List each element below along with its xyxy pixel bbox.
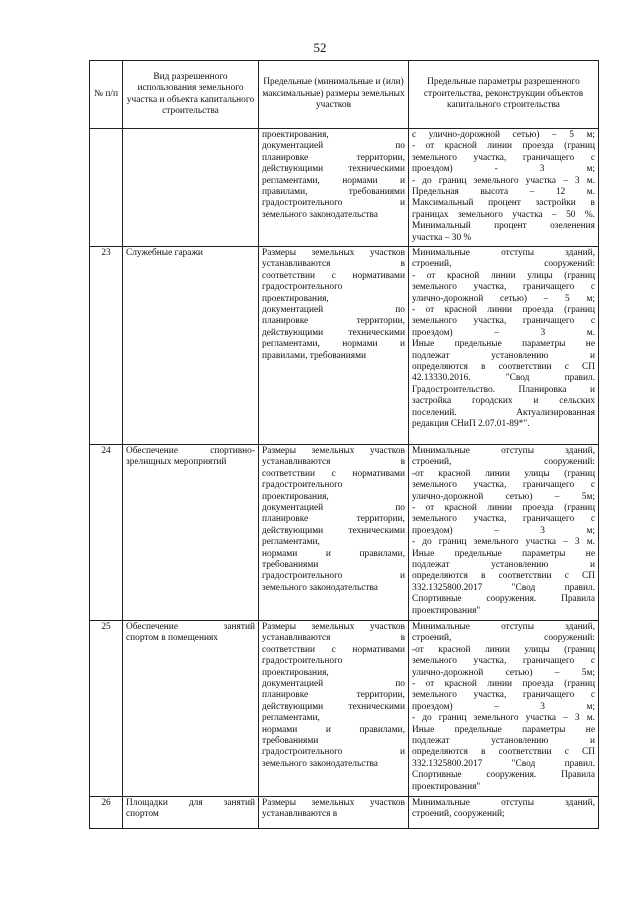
- text-line: застройка городских и сельских: [412, 396, 595, 407]
- text-line: спортом: [126, 809, 159, 820]
- text-line: регламентами,: [262, 713, 320, 724]
- table-row: [90, 797, 599, 829]
- cell-params: [409, 445, 599, 621]
- text-line: определяются в соответствии с СП: [412, 571, 595, 582]
- text-line: Спортивные сооружения. Правила: [412, 594, 595, 605]
- text-line: действующими техническими: [262, 701, 405, 712]
- text-line: Максимальный процент застройки в: [412, 198, 595, 209]
- text-line: земельного участка, граничащего с: [412, 656, 595, 667]
- text-line: - до границ земельного участка – 3 м.: [412, 713, 595, 724]
- table-row: [90, 129, 599, 247]
- text-line: Размеры земельных участков: [262, 248, 405, 258]
- text-line: проектирования,: [262, 491, 329, 502]
- text-line: проектирования": [412, 781, 481, 792]
- text-line: устанавливаются в: [262, 457, 405, 468]
- text-line: проездом) – 3 м;: [412, 525, 595, 536]
- cell-size: [259, 247, 409, 445]
- text-line: Предельная высота – 12 м.: [412, 187, 595, 198]
- text-line: строений, сооружений:: [412, 457, 595, 468]
- text-line: Иные предельные параметры не: [412, 548, 595, 559]
- text-line: устанавливаются в: [262, 809, 338, 820]
- table-row: [90, 445, 599, 621]
- text-line: поселений. Актуализированная: [412, 407, 595, 418]
- text-line: Минимальные отступы зданий,: [412, 446, 595, 456]
- text-line: с улично-дорожной сетью) – 5 м;: [412, 130, 595, 140]
- text-line: - от красной линии проезда (границ: [412, 679, 595, 690]
- text-line: градостроительного и: [262, 571, 405, 582]
- text-line: планировке территории,: [262, 690, 405, 701]
- page-number: 52: [313, 40, 327, 55]
- text-line: проездом) – 3 м;: [412, 701, 595, 712]
- text-line: 42.13330.2016. "Свод правил.: [412, 373, 595, 384]
- text-line: планировке территории,: [262, 316, 405, 327]
- cell-use: [123, 797, 259, 829]
- table-row: [90, 621, 599, 797]
- text-line: земельного участка, граничащего с: [412, 690, 595, 701]
- cell-num: 26: [90, 797, 123, 829]
- header-num: № п/п: [90, 61, 123, 129]
- cell-size: [259, 621, 409, 797]
- text-line: земельного участка, граничащего с: [412, 282, 595, 293]
- text-line: градостроительного и: [262, 198, 405, 209]
- text-line: правилами, требованиями: [262, 187, 405, 198]
- text-line: - до границ земельного участка – 3 м.: [412, 175, 595, 186]
- cell-size: [259, 797, 409, 829]
- text-line: подлежат установлению и: [412, 736, 595, 747]
- text-line: строений, сооружений;: [412, 809, 505, 820]
- text-line: нормами и правилами,: [262, 548, 405, 559]
- text-line: земельного законодательства: [262, 582, 378, 593]
- text-line: Служебные гаражи: [126, 248, 203, 258]
- text-line: 332.1325800.2017 "Свод правил.: [412, 758, 595, 769]
- cell-num: 25: [90, 621, 123, 797]
- text-line: Минимальный процент озеленения: [412, 221, 595, 232]
- text-line: Градостроительство. Планировка и: [412, 384, 595, 395]
- text-line: документацией по: [262, 141, 405, 152]
- text-line: определяются в соответствии с СП: [412, 362, 595, 373]
- table-row: [90, 247, 599, 445]
- text-line: регламентами, нормами и: [262, 339, 405, 350]
- cell-num: [90, 129, 123, 247]
- text-line: Размеры земельных участков: [262, 622, 405, 632]
- header-size: Предельные (минимальные и (или) максимальные) размеры земельных участков: [259, 61, 409, 129]
- text-line: - от красной линии проезда (границ: [412, 503, 595, 514]
- text-line: действующими техническими: [262, 164, 405, 175]
- cell-use: [123, 621, 259, 797]
- text-line: Минимальные отступы зданий,: [412, 248, 595, 258]
- text-line: градостроительного: [262, 480, 343, 491]
- text-line: градостроительного: [262, 282, 343, 293]
- text-line: Обеспечение занятий: [126, 622, 255, 632]
- text-line: планировке территории,: [262, 514, 405, 525]
- text-line: нормами и правилами,: [262, 724, 405, 735]
- cell-num: 24: [90, 445, 123, 621]
- text-line: регламентами, нормами и: [262, 175, 405, 186]
- cell-size: [259, 129, 409, 247]
- text-line: -от красной линии улицы (границ: [412, 644, 595, 655]
- text-line: градостроительного и: [262, 747, 405, 758]
- text-line: спортом в помещениях: [126, 633, 218, 644]
- cell-use: [123, 129, 259, 247]
- text-line: регламентами,: [262, 537, 320, 548]
- text-line: строений, сооружений:: [412, 259, 595, 270]
- text-line: соответствии с нормативами: [262, 468, 405, 479]
- text-line: редакция СНиП 2.07.01-89*".: [412, 419, 530, 430]
- cell-num: 23: [90, 247, 123, 445]
- text-line: земельного участка, граничащего с: [412, 152, 595, 163]
- text-line: документацией по: [262, 305, 405, 316]
- text-line: - от красной линии проезда (границ: [412, 305, 595, 316]
- text-line: Минимальные отступы зданий,: [412, 798, 595, 808]
- text-line: соответствии с нормативами: [262, 270, 405, 281]
- regulations-table: [89, 60, 599, 829]
- text-line: проектирования,: [262, 667, 329, 678]
- text-line: проектирования,: [262, 130, 329, 140]
- text-line: улично-дорожной сетью) – 5м;: [412, 667, 595, 678]
- text-line: - от красной линии улицы (границ: [412, 270, 595, 281]
- text-line: устанавливаются в: [262, 259, 405, 270]
- text-line: земельного законодательства: [262, 209, 378, 220]
- text-line: правилами, требованиями: [262, 350, 367, 361]
- text-line: планировке территории,: [262, 152, 405, 163]
- header-params: Предельные параметры разрешенного строительства, реконструкции объектов капитального строительства: [409, 61, 599, 129]
- table-header-row: [90, 61, 599, 129]
- cell-params: [409, 621, 599, 797]
- header-use: Вид разрешенного использования земельного участка и объекта капитального строительства: [123, 61, 259, 129]
- text-line: Размеры земельных участков: [262, 446, 405, 456]
- text-line: -от красной линии улицы (границ: [412, 468, 595, 479]
- text-line: Минимальные отступы зданий,: [412, 622, 595, 632]
- text-line: проектирования,: [262, 293, 329, 304]
- text-line: документацией по: [262, 679, 405, 690]
- text-line: проездом) – 3 м.: [412, 327, 595, 338]
- text-line: документацией по: [262, 503, 405, 514]
- cell-use: [123, 247, 259, 445]
- text-line: требованиями: [262, 736, 319, 747]
- text-line: зрелищных мероприятий: [126, 457, 227, 468]
- text-line: - до границ земельного участка – 3 м.: [412, 537, 595, 548]
- cell-params: [409, 129, 599, 247]
- text-line: строений, сооружений:: [412, 633, 595, 644]
- text-line: определяются в соответствии с СП: [412, 747, 595, 758]
- cell-use: [123, 445, 259, 621]
- text-line: Спортивные сооружения. Правила: [412, 770, 595, 781]
- text-line: Обеспечение спортивно-: [126, 446, 255, 456]
- text-line: подлежат установлению и: [412, 560, 595, 571]
- text-line: земельного участка, граничащего с: [412, 480, 595, 491]
- text-line: земельного участка, граничащего с: [412, 514, 595, 525]
- text-line: Размеры земельных участков: [262, 798, 405, 808]
- text-line: действующими техническими: [262, 525, 405, 536]
- text-line: улично-дорожной сетью) – 5 м;: [412, 293, 595, 304]
- text-line: действующими техническими: [262, 327, 405, 338]
- text-line: требованиями: [262, 560, 319, 571]
- text-line: земельного участка, граничащего с: [412, 316, 595, 327]
- table-body: [90, 129, 599, 829]
- text-line: границах земельного участка – 50 %.: [412, 209, 595, 220]
- cell-params: [409, 797, 599, 829]
- text-line: устанавливаются в: [262, 633, 405, 644]
- text-line: проездом) - 3 м;: [412, 164, 595, 175]
- text-line: улично-дорожной сетью) – 5м;: [412, 491, 595, 502]
- text-line: земельного законодательства: [262, 758, 378, 769]
- text-line: Площадки для занятий: [126, 798, 255, 808]
- cell-size: [259, 445, 409, 621]
- cell-params: [409, 247, 599, 445]
- text-line: Иные предельные параметры не: [412, 339, 595, 350]
- text-line: подлежат установлению и: [412, 350, 595, 361]
- text-line: участка – 30 %: [412, 232, 472, 243]
- text-line: градостроительного: [262, 656, 343, 667]
- text-line: - от красной линии проезда (границ: [412, 141, 595, 152]
- text-line: проектирования": [412, 605, 481, 616]
- text-line: Иные предельные параметры не: [412, 724, 595, 735]
- text-line: 332.1325800.2017 "Свод правил.: [412, 582, 595, 593]
- text-line: соответствии с нормативами: [262, 644, 405, 655]
